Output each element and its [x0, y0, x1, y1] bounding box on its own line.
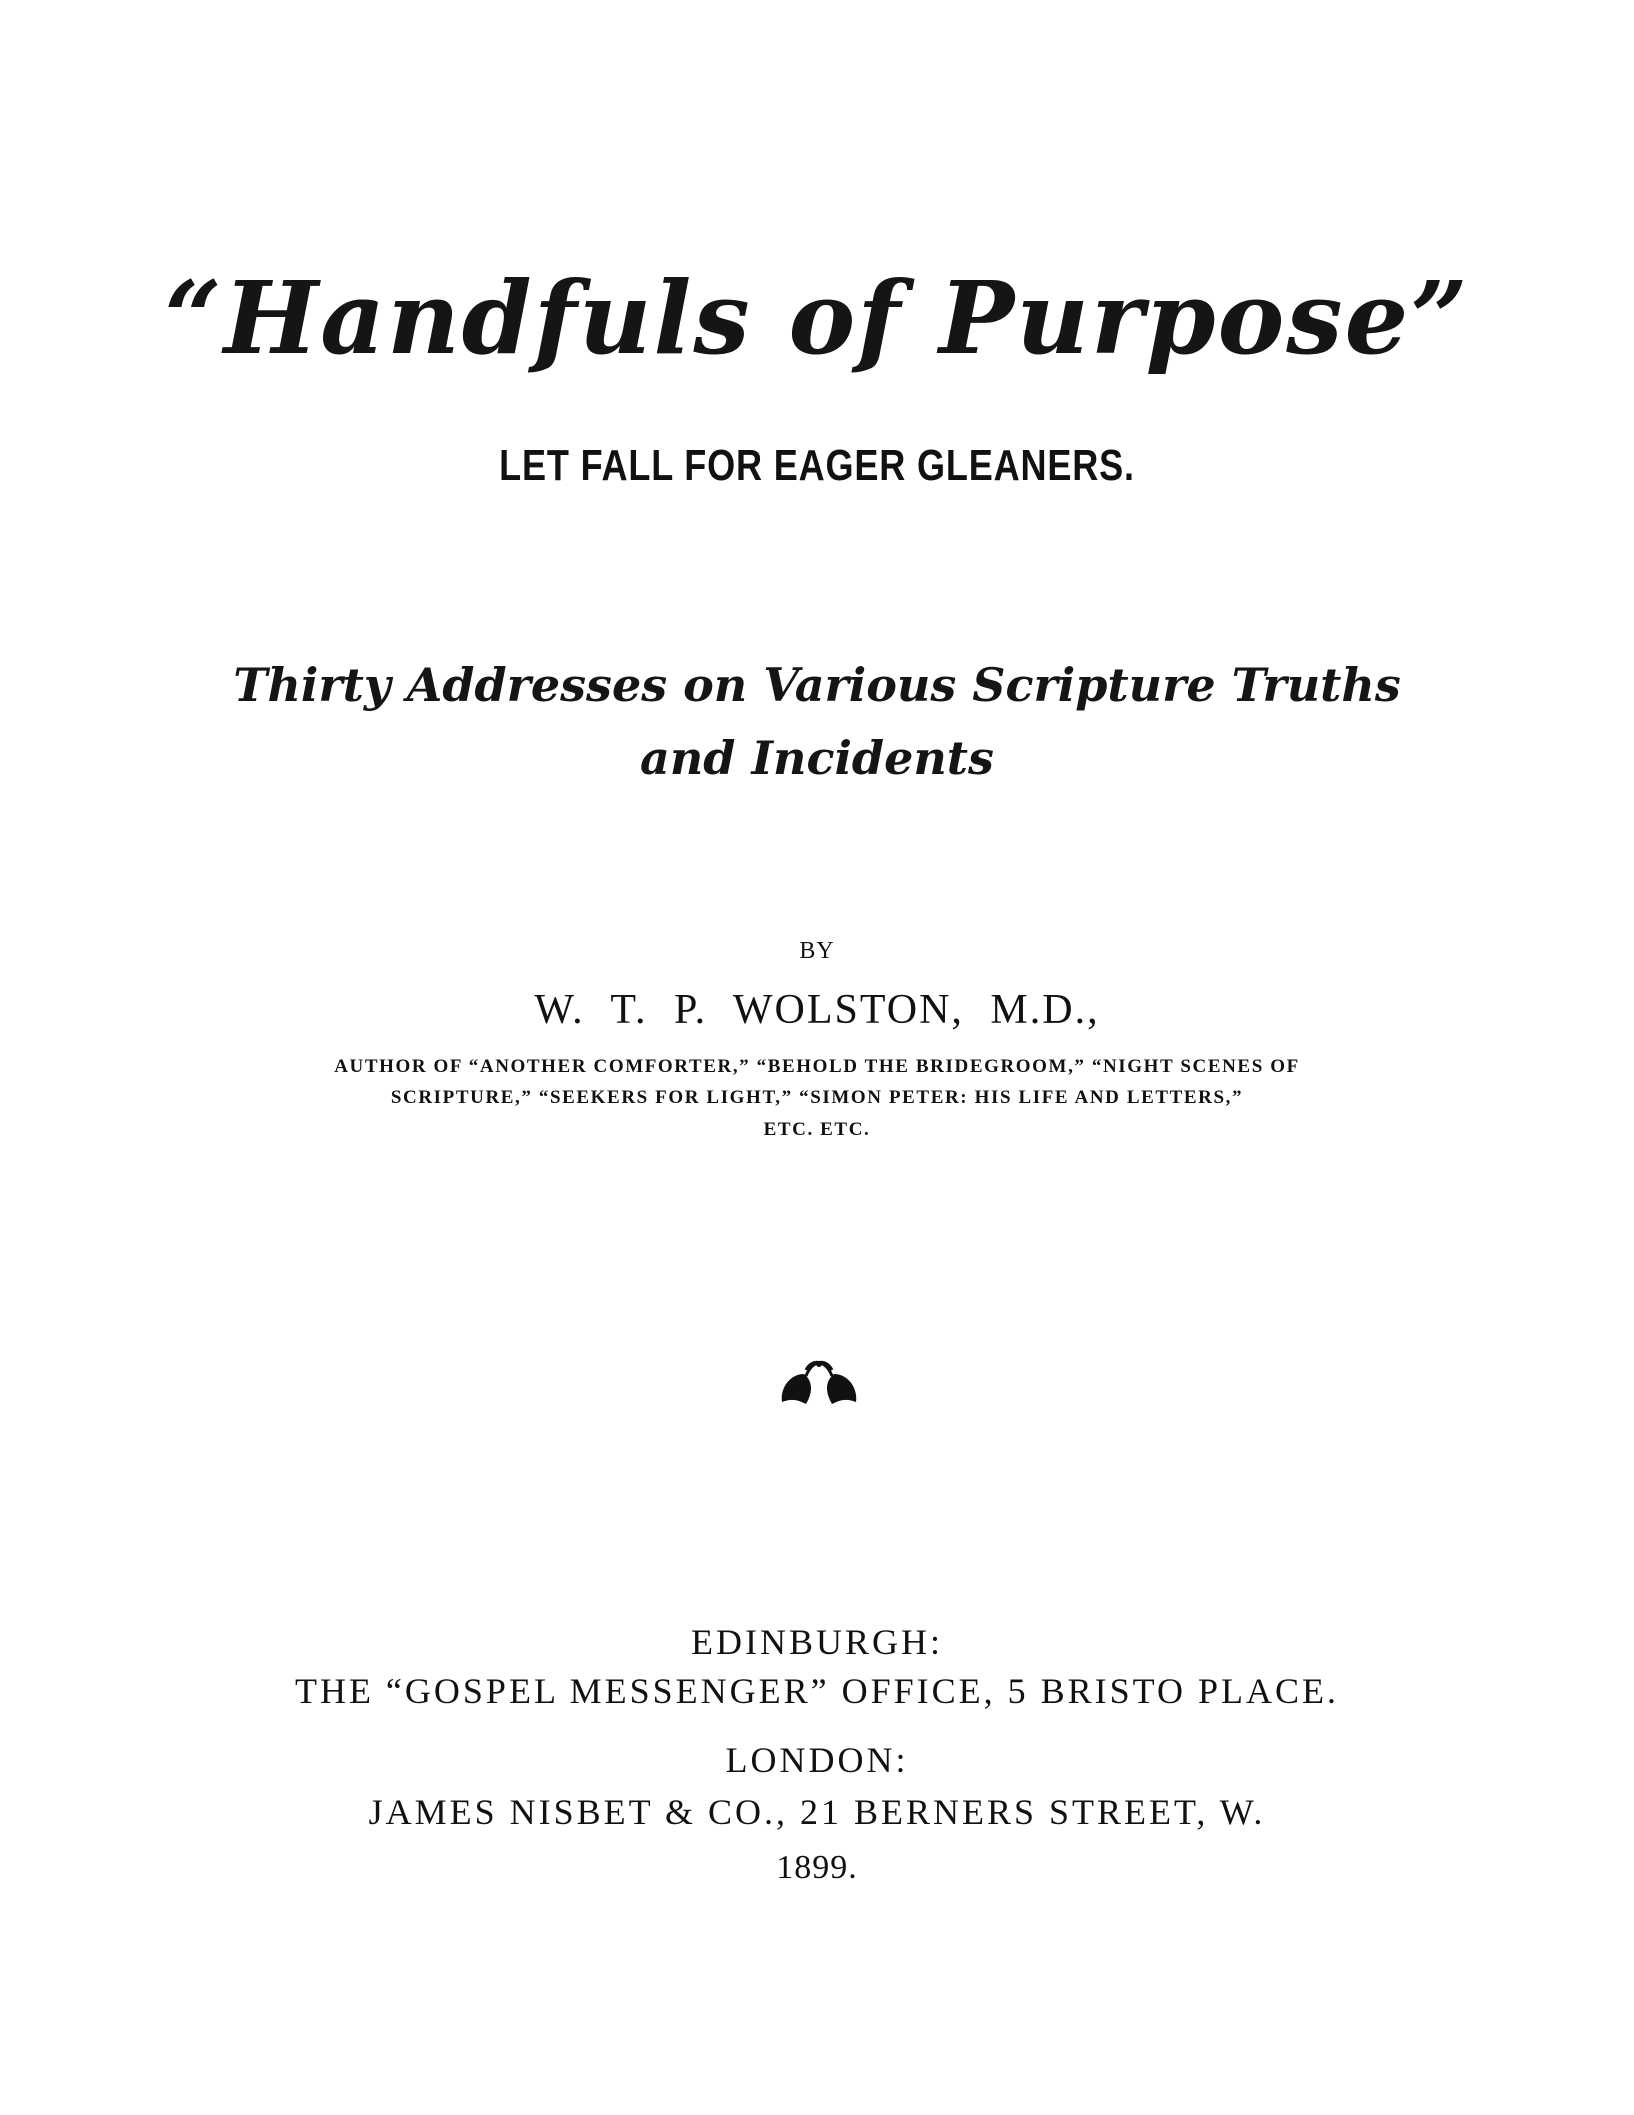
- imprint-publisher-london: JAMES NISBET & CO., 21 BERNERS STREET, W.: [368, 1792, 1266, 1832]
- imprint-publisher-edinburgh: THE “GOSPEL MESSENGER” OFFICE, 5 BRISTO PLACE.: [294, 1671, 1340, 1711]
- description-line-1: Thirty Addresses on Various Scripture Truths: [233, 658, 1401, 712]
- imprint-city-london: LONDON:: [725, 1740, 909, 1780]
- other-works-line-2: SCRIPTURE,” “SEEKERS FOR LIGHT,” “SIMON PETER: HIS LIFE AND LETTERS,”: [390, 1087, 1244, 1108]
- book-title: “Handfuls of Purpose”: [164, 259, 1470, 377]
- author-name: W. T. P. WOLSTON, M.D.,: [534, 987, 1100, 1033]
- book-subtitle: LET FALL FOR EAGER GLEANERS.: [499, 441, 1135, 490]
- other-works-line-3: ETC. ETC.: [763, 1119, 871, 1140]
- publication-year: 1899.: [776, 1849, 858, 1886]
- imprint-city-edinburgh: EDINBURGH:: [691, 1622, 943, 1662]
- description-line-2: and Incidents: [640, 731, 994, 785]
- other-works-line-1: AUTHOR OF “ANOTHER COMFORTER,” “BEHOLD THE BRIDEGROOM,” “NIGHT SCENES OF: [334, 1056, 1300, 1077]
- fleuron-icon: [776, 1354, 862, 1410]
- by-label: BY: [799, 938, 835, 964]
